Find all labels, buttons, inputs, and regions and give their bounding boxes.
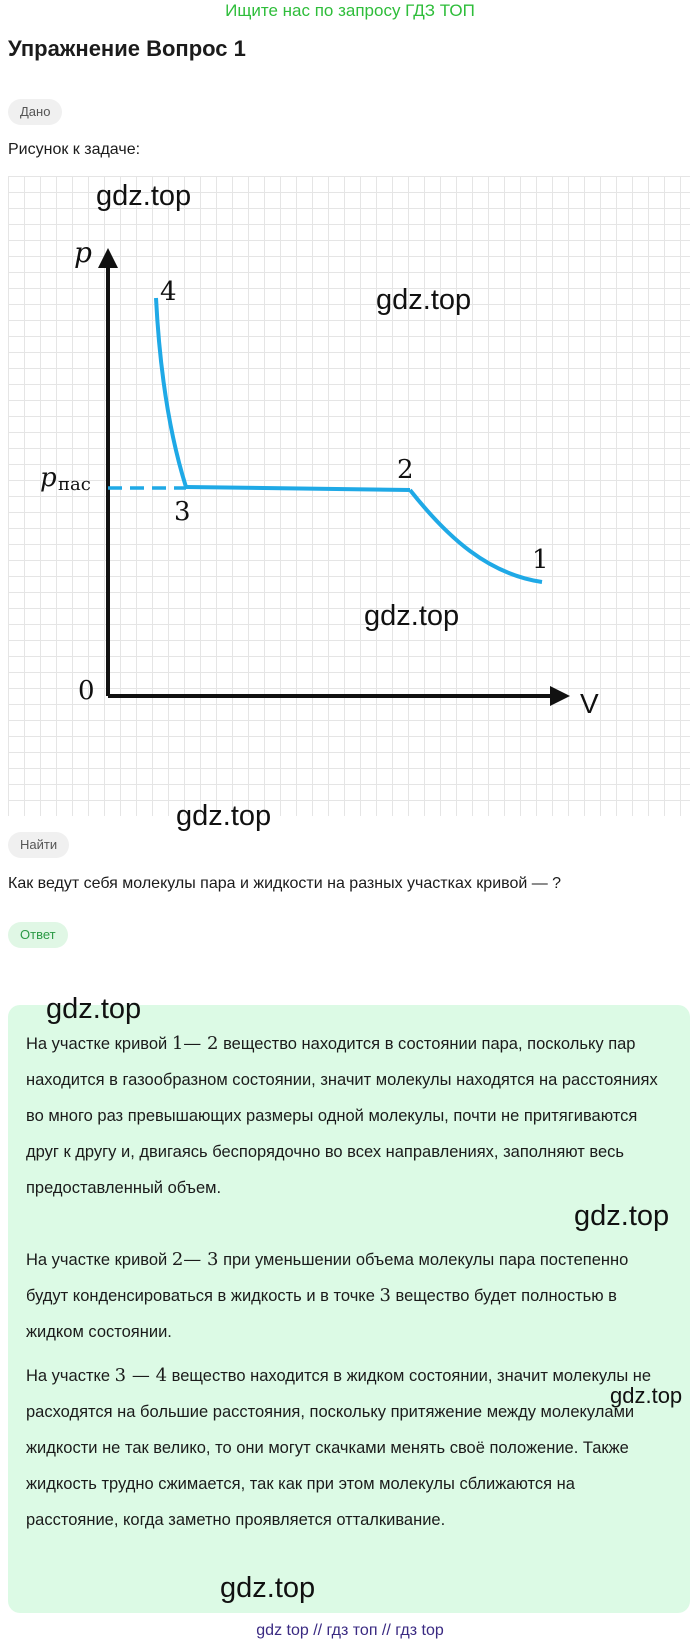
page-title: Упражнение Вопрос 1: [8, 36, 246, 61]
curve-3-2: [186, 487, 410, 490]
p-sat-subscript: пас: [58, 474, 91, 495]
watermark: gdz.top: [574, 1200, 670, 1232]
answer-paragraph-1: На участке кривой 1— 2 вещество находится в состоянии пара, поскольку пар находится в газообразном состоянии, значит молекулы находятся на расстояниях во много раз превышающих размеры одной молекулы, почти не притягиваются друг к другу и, двигаясь беспорядочно во всех направлениях, заполняют весь предоставленный объем.: [26, 1033, 658, 1197]
find-tag: Найти: [8, 832, 69, 858]
watermark: gdz.top: [46, 993, 142, 1025]
watermark: gdz.top: [364, 600, 460, 632]
origin-label: 0: [78, 676, 95, 706]
pv-graph: [8, 176, 690, 816]
point-4-label: 4: [160, 277, 177, 307]
y-axis-arrow: [98, 248, 118, 268]
figure-caption: Рисунок к задаче:: [8, 141, 141, 158]
footer-links: gdz top // гдз топ // гдз top: [256, 1622, 444, 1639]
axis-y-label: p: [74, 236, 92, 269]
curve-4-3: [156, 298, 186, 487]
watermark: gdz.top: [610, 1383, 683, 1408]
watermark: gdz.top: [220, 1572, 316, 1604]
point-3-label: 3: [174, 497, 191, 527]
point-2-label: 2: [397, 455, 414, 485]
watermark: gdz.top: [96, 180, 192, 212]
search-banner: Ищите нас по запросу ГДЗ ТОП: [225, 1, 475, 20]
answer-paragraph-2: На участке кривой 2— 3 при уменьшении объема молекулы пара постепенно будут конденсироваться в жидкость и в точке 3 вещество будет полностью в жидком состоянии.: [26, 1249, 629, 1341]
given-tag: Дано: [8, 99, 62, 125]
point-1-label: 1: [532, 545, 549, 575]
answer-tag: Ответ: [8, 922, 68, 948]
axis-x-label: V: [580, 688, 599, 719]
problem-figure: [8, 176, 690, 816]
watermark: gdz.top: [176, 800, 272, 832]
answer-paragraph-3: На участке 3 — 4 вещество находится в жидком состоянии, значит молекулы не расходятся на большие расстояния, поскольку притяжение между молекулами жидкости не так велико, то они могут скачками менять своё положение. Также жидкость трудно сжимается, так как при этом молекулы сближаются на расстояние, когда заметно проявляется отталкивание.: [26, 1365, 652, 1529]
watermark: gdz.top: [376, 284, 472, 316]
p-sat-label: p: [40, 463, 57, 493]
x-axis-arrow: [550, 686, 570, 706]
question-text: Как ведут себя молекулы пара и жидкости на разных участках кривой — ?: [8, 875, 562, 892]
curve-2-1: [410, 490, 542, 582]
